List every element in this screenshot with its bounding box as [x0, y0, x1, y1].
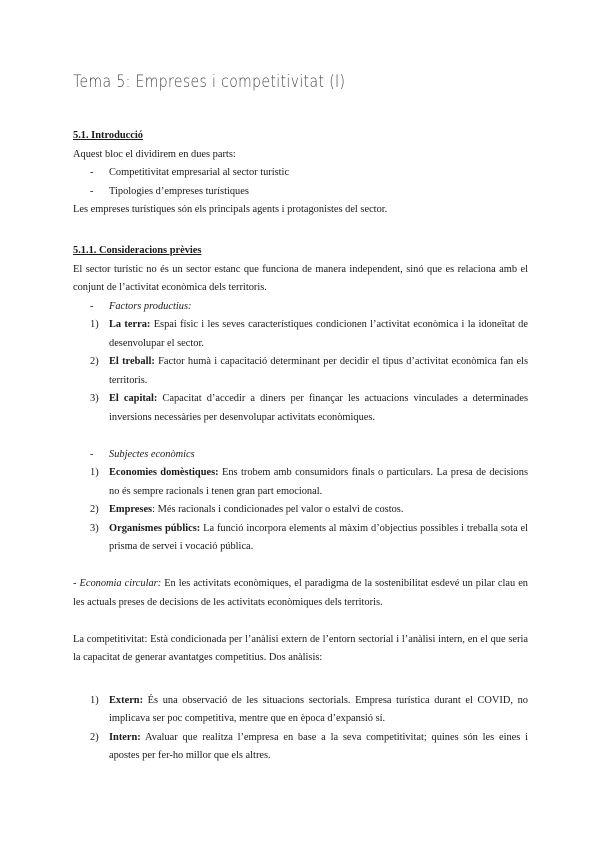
item-number: 1): [90, 467, 99, 478]
item-text: És una observació de les situacions sectorials. Empresa turística durant el COVID, no implicava ser poc competitiva, mentre que en època d’expansió sí.: [109, 694, 528, 724]
section-heading: 5.1. Introducció: [73, 130, 143, 141]
numbered-item: [73, 390, 528, 427]
item-term: Empreses: [109, 504, 153, 515]
item-term: La terra:: [109, 319, 151, 330]
item-text: Capacitat d’accedir a diners per finançar les actuacions vinculades a determinades inversions necessàries per desenvolupar activitats econòmiques.: [109, 393, 529, 423]
numbered-item: [73, 464, 528, 501]
section-heading: 5.1.1. Consideracions prèvies: [73, 245, 202, 256]
item-text: En les activitats econòmiques, el paradigma de la sostenibilitat esdevé un pilar clau en les actuals preses de decisions de les activitats econòmiques dels territoris.: [73, 578, 528, 608]
paragraph-competitivitat: La competitivitat: Està condicionada per l’anàlisi extern de l’entorn sectorial i l’anàlisi intern, en el que seria la capacitat de generar avantatges competitius. Dos anàlisis:: [73, 633, 528, 663]
list-item: - Competitivitat empresarial al sector turístic: [90, 167, 290, 178]
numbered-item: [73, 501, 528, 520]
item-text: Avaluar que realitza l’empresa en base a la seva competitivitat; quines són les eines i apostes per fer-ho millor que els altres.: [109, 731, 528, 761]
item-term: Organismes públics:: [109, 522, 201, 534]
item-term: El capital:: [109, 393, 158, 404]
item-text: Ens trobem amb consumidors finals o particulars. La presa de decisions no és sempre racionals i tenen gran part emocional.: [109, 467, 528, 497]
list-item: - Factors productius:: [90, 300, 192, 312]
numbered-item: [73, 692, 528, 729]
section-consideracions: [73, 242, 528, 766]
section-introduccio: [73, 127, 528, 220]
item-number: 3): [90, 522, 99, 534]
item-text: Factor humà i capacitació determinant per decidir el tipus d’activitat econòmica fan els territoris.: [109, 356, 528, 386]
document-title: Tema 5: Empreses i competitivitat (I): [73, 72, 346, 92]
item-number: 2): [90, 356, 99, 367]
item-term: Economia circular:: [79, 578, 162, 589]
item-term: Economies domèstiques:: [109, 467, 219, 478]
item-number: 3): [90, 393, 99, 404]
item-text: Espai físic i les seves característiques condicionen l’activitat econòmica i la idoneïtat de desenvolupar el sector.: [109, 319, 528, 349]
numbered-item: [73, 316, 528, 353]
item-number: 2): [90, 731, 99, 743]
item-term: El treball:: [109, 356, 155, 367]
item-term: Extern:: [109, 694, 144, 706]
item-term: Intern:: [109, 731, 141, 743]
item-number: 1): [90, 319, 99, 330]
item-number: 2): [90, 504, 99, 515]
paragraph-economia-circular: [73, 575, 528, 612]
item-text: : Més racionals i condicionades pel valor o estalvi de costos.: [152, 504, 404, 515]
list-label: Factors productius:: [109, 300, 192, 312]
list-item: - Tipologies d’empreses turístiques: [90, 185, 249, 197]
item-number: 1): [90, 694, 99, 706]
paragraph: Les empreses turístiques són els principals agents i protagonistes del sector.: [73, 204, 388, 215]
numbered-item: [73, 729, 528, 766]
paragraph: El sector turístic no és un sector estanc que funciona de manera independent, sinó que es relaciona amb el conjunt de l’activitat econòmica dels territoris.: [73, 263, 528, 293]
numbered-item: [73, 520, 528, 557]
paragraph: Aquest bloc el dividirem en dues parts:: [73, 148, 236, 160]
dash-prefix: -: [73, 578, 80, 589]
list-item-text: Competitivitat empresarial al sector turístic: [109, 167, 290, 178]
list-label: Subjectes econòmics: [109, 448, 195, 460]
item-text: La funció incorpora elements al màxim d’objectius possibles i treballa sota el prisma de servei i vocació pública.: [109, 522, 528, 552]
list-item: - Subjectes econòmics: [90, 448, 195, 460]
numbered-item: [73, 353, 528, 390]
list-item-text: Tipologies d’empreses turístiques: [109, 185, 249, 197]
